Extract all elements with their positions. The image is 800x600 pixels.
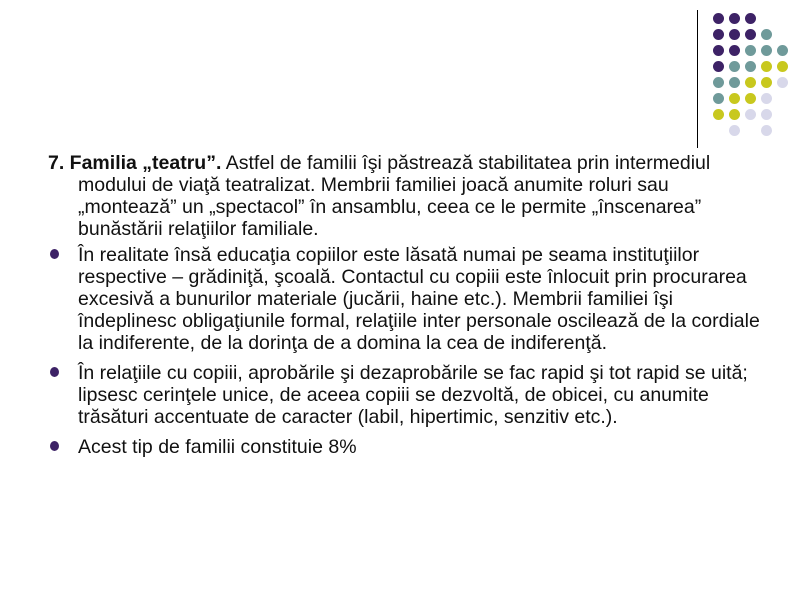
bullet-item	[48, 244, 768, 354]
bullet-text: În relaţiile cu copiii, aprobările şi dezaprobările se fac rapid şi tot rapid se uită; lipsesc cerinţele unice, de aceea copiii se dezvoltă, de obicei, cu anumite trăsături accentuate de caracter (labil, hipertimic, senzitiv etc.).	[78, 362, 748, 428]
dot	[713, 109, 724, 120]
dot	[729, 93, 740, 104]
dot	[761, 125, 772, 136]
dot	[729, 61, 740, 72]
bullet-dot-icon	[50, 249, 59, 259]
dot	[729, 125, 740, 136]
dot	[729, 77, 740, 88]
dot	[761, 77, 772, 88]
dot	[761, 45, 772, 56]
dot	[729, 45, 740, 56]
bullet-dot-icon	[50, 367, 59, 377]
slide-content	[48, 152, 768, 466]
bullet-text: În realitate însă educaţia copiilor este lăsată numai pe seama instituţiilor respective – grădiniţă, şcoală. Contactul cu copiii este înlocuit prin procurarea excesivă a bunurilor materiale (jucării, haine etc.). Membrii familiei îşi îndeplinesc obligaţiunile formal, relaţiile inter personale oscilează de la cordiale la indiferente, de la dorinţa de a domina la cea de indiferenţă.	[78, 244, 760, 354]
dot	[745, 45, 756, 56]
bullet-item	[48, 362, 768, 428]
dot	[745, 29, 756, 40]
dot	[761, 93, 772, 104]
dot	[729, 109, 740, 120]
dot	[761, 29, 772, 40]
dot	[777, 77, 788, 88]
dot	[761, 109, 772, 120]
dot-grid-decoration	[705, 8, 795, 128]
section-heading: 7. Familia „teatru”.	[48, 152, 222, 174]
dot	[713, 93, 724, 104]
dot	[713, 61, 724, 72]
bullet-text: Acest tip de familii constituie 8%	[78, 436, 357, 458]
dot	[713, 13, 724, 24]
dot	[745, 61, 756, 72]
dot	[713, 45, 724, 56]
dot	[745, 77, 756, 88]
dot	[761, 61, 772, 72]
dot	[777, 45, 788, 56]
dot	[745, 13, 756, 24]
dot	[745, 93, 756, 104]
dot	[729, 13, 740, 24]
dot	[777, 61, 788, 72]
dot	[729, 29, 740, 40]
dot	[713, 29, 724, 40]
intro-paragraph	[48, 152, 768, 240]
divider-line	[697, 10, 698, 148]
bullet-item	[48, 436, 768, 458]
dot	[745, 109, 756, 120]
dot	[713, 77, 724, 88]
bullet-dot-icon	[50, 441, 59, 451]
intro-text: Astfel de familii îşi păstrează stabilitatea prin intermediul modului de viaţă teatralizat. Membrii familiei joacă anumite roluri sau „montează” un „spectacol” în ansamblu, ceea ce le permite „înscenarea” bunăstării relaţiilor familiale.	[78, 152, 711, 240]
